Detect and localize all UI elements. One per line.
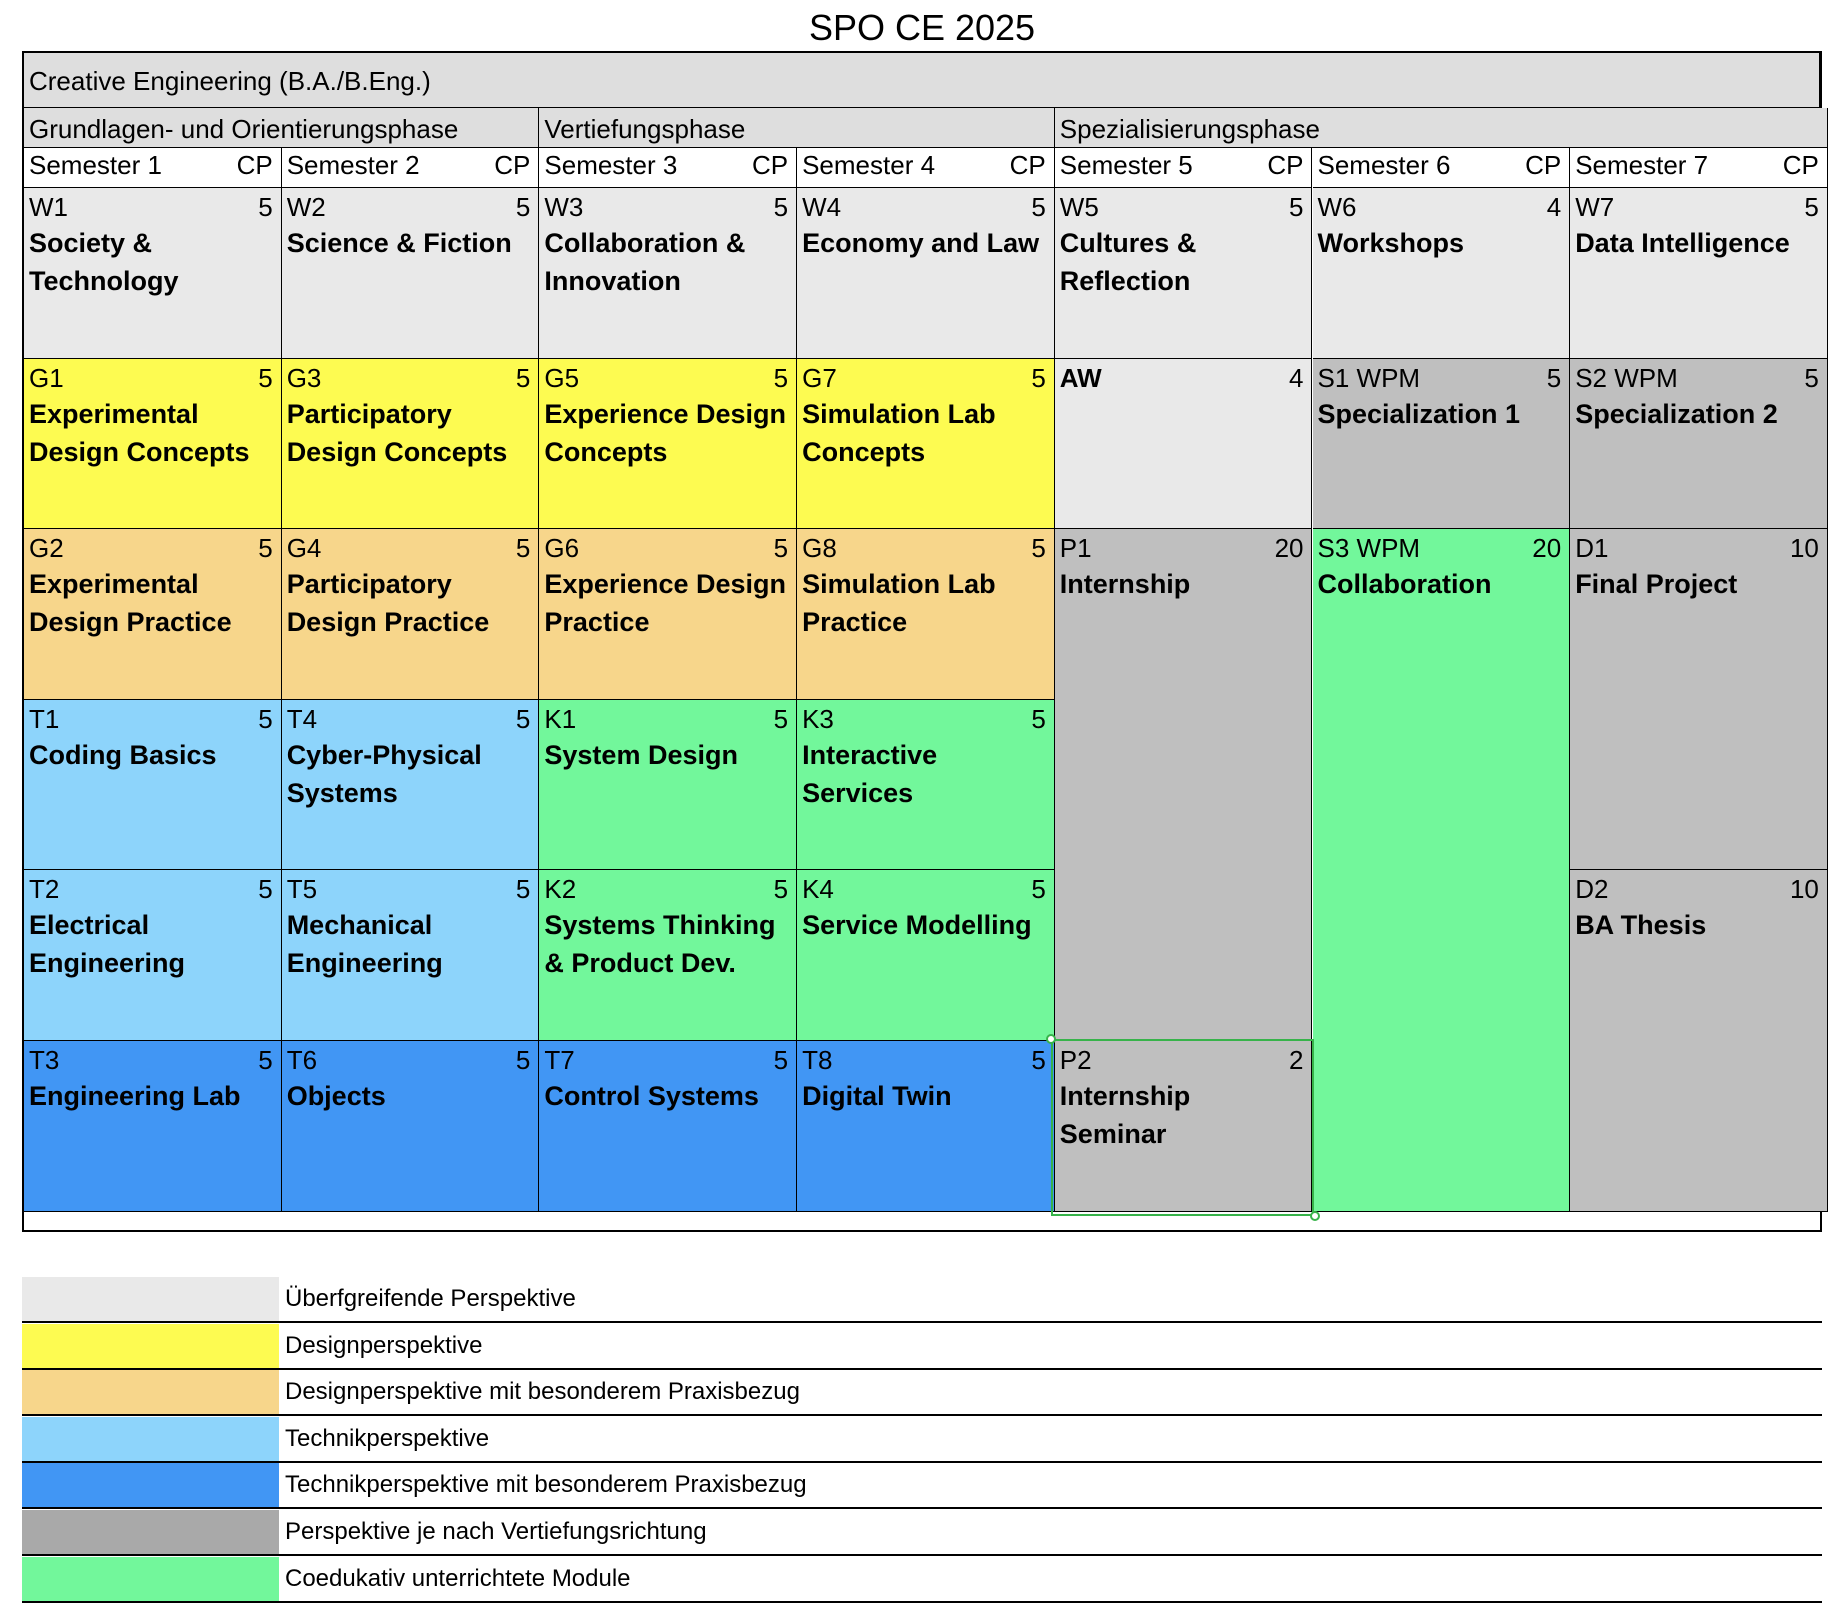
module-header	[1575, 363, 1819, 393]
module-name: Electrical Engineering	[29, 910, 186, 979]
module-header	[287, 533, 531, 563]
semester-label: Semester 4	[802, 150, 936, 180]
module-code: G3	[286, 362, 322, 393]
module-cell-k1[interactable]	[539, 700, 797, 871]
semester-label: Semester 7	[1575, 150, 1709, 180]
module-cp: 5	[773, 1045, 789, 1075]
phase-header: Grundlagen- und Orientierungsphase	[24, 108, 539, 148]
module-code: W5	[1059, 192, 1099, 222]
module-code: S1 WPM	[1317, 362, 1421, 393]
module-code: G4	[286, 533, 322, 564]
module-header	[287, 874, 531, 904]
module-code: S2 WPM	[1575, 362, 1678, 393]
module-name: Control Systems	[544, 1081, 759, 1111]
module-header	[1060, 533, 1304, 563]
module-header	[544, 533, 788, 563]
module-cp: 5	[773, 362, 789, 393]
program-header: Creative Engineering (B.A./B.Eng.)	[24, 53, 1820, 108]
module-cell-d1[interactable]	[1570, 529, 1828, 870]
semester-header	[797, 148, 1055, 188]
module-cp: 5	[258, 362, 273, 393]
module-cp: 5	[515, 362, 531, 393]
module-cell-w6[interactable]	[1313, 188, 1571, 359]
module-cp: 5	[773, 703, 789, 734]
module-code: K3	[802, 703, 834, 734]
module-cp: 5	[515, 1045, 531, 1075]
module-name: Coding Basics	[29, 739, 217, 770]
legend-row	[22, 1557, 1822, 1603]
module-cell-g6[interactable]	[539, 529, 797, 700]
module-header	[802, 533, 1046, 563]
module-header	[287, 1045, 531, 1075]
module-header	[1318, 533, 1562, 563]
module-cp: 20	[1274, 533, 1304, 564]
module-name: Data Intelligence	[1575, 228, 1790, 258]
module-cell-s2-wpm[interactable]	[1570, 359, 1828, 530]
document-title: SPO CE 2025	[808, 7, 1036, 48]
cell-selection-outline[interactable]	[1051, 1039, 1315, 1216]
module-code: D2	[1575, 874, 1609, 905]
semester-label: Semester 3	[544, 150, 678, 180]
module-name: Participatory Design Practice	[286, 569, 490, 638]
module-cell-p1[interactable]	[1055, 529, 1313, 1041]
module-cell-w7[interactable]	[1570, 188, 1828, 359]
semester-header	[539, 148, 797, 188]
legend-row	[22, 1510, 1822, 1556]
module-code: G7	[802, 362, 837, 393]
module-header	[29, 363, 273, 393]
module-code: T6	[286, 1045, 318, 1075]
module-code: W6	[1317, 192, 1357, 222]
module-header	[544, 704, 788, 734]
selection-handle-top-left[interactable]	[1046, 1034, 1056, 1044]
module-code: T3	[29, 1045, 60, 1075]
module-cell-g3[interactable]	[282, 359, 540, 530]
module-header	[544, 363, 788, 393]
module-name: Digital Twin	[802, 1081, 952, 1111]
module-code: T1	[29, 703, 60, 734]
legend-row	[22, 1277, 1822, 1323]
module-name: Experimental Design Practice	[29, 569, 232, 638]
module-header	[1060, 192, 1304, 222]
module-cp: 5	[1031, 703, 1046, 734]
module-header	[1575, 533, 1819, 563]
module-code: G2	[29, 533, 64, 564]
module-name: Systems Thinking & Product Dev.	[544, 910, 776, 979]
legend-swatch	[22, 1557, 279, 1601]
module-cp: 5	[1031, 874, 1046, 905]
legend-label: Designperspektive mit besonderem Praxisbezug	[285, 1378, 800, 1406]
module-header	[29, 874, 273, 904]
module-name: Collaboration & Innovation	[544, 228, 746, 296]
module-cp: 5	[515, 533, 531, 564]
module-code: W3	[544, 192, 584, 222]
legend-row	[22, 1463, 1822, 1509]
module-name: Specialization 2	[1575, 398, 1778, 429]
module-cell-g8[interactable]	[797, 529, 1055, 700]
module-cp: 5	[773, 533, 789, 564]
semester-header	[1313, 148, 1571, 188]
module-name: Interactive Services	[802, 739, 938, 808]
module-name: Cultures & Reflection	[1059, 228, 1197, 296]
module-cell-w4[interactable]	[797, 188, 1055, 359]
module-cell-t8[interactable]	[797, 1041, 1055, 1212]
legend-label: Technikperspektive	[285, 1424, 490, 1452]
module-header	[802, 704, 1046, 734]
module-name: Economy and Law	[802, 228, 1040, 258]
module-code: T2	[29, 874, 60, 905]
selection-handle-bottom-right[interactable]	[1310, 1211, 1320, 1221]
module-code: K4	[802, 874, 834, 905]
module-cp: 4	[1289, 362, 1304, 393]
module-cell-k4[interactable]	[797, 870, 1055, 1041]
module-code: G6	[544, 533, 580, 564]
module-name: System Design	[544, 739, 738, 770]
module-code: K2	[544, 874, 577, 905]
module-header	[29, 533, 273, 563]
module-cp: 5	[1804, 192, 1819, 222]
module-cp: 5	[258, 192, 273, 222]
module-name: Workshops	[1317, 228, 1465, 258]
module-header	[802, 192, 1046, 222]
module-name: Internship Seminar	[1059, 1081, 1191, 1149]
module-cp: 5	[515, 703, 531, 734]
module-cp: 20	[1532, 533, 1562, 564]
module-header	[287, 192, 531, 222]
cp-header: CP	[494, 150, 531, 180]
module-name: Service Modelling	[802, 910, 1032, 941]
legend-label: Coedukativ unterrichtete Module	[285, 1564, 631, 1592]
module-code: T5	[286, 874, 318, 905]
module-cell-g1[interactable]	[24, 359, 282, 530]
legend-swatch	[22, 1417, 279, 1461]
module-header	[1318, 192, 1562, 222]
module-header	[1575, 874, 1819, 904]
module-name: Experience Design Concepts	[544, 398, 786, 467]
module-cell-t4[interactable]	[282, 700, 540, 871]
module-cell-w2[interactable]	[282, 188, 540, 359]
module-header	[802, 363, 1046, 393]
module-header	[544, 192, 788, 222]
module-code: W7	[1575, 192, 1615, 222]
module-code: K1	[544, 703, 577, 734]
module-header	[544, 874, 788, 904]
module-cp: 5	[258, 703, 273, 734]
legend-swatch	[22, 1324, 279, 1368]
module-code: P2	[1059, 1045, 1092, 1075]
module-header	[287, 704, 531, 734]
cp-header: CP	[1009, 150, 1046, 180]
module-code: D1	[1575, 533, 1609, 564]
module-code: T7	[544, 1045, 575, 1075]
module-name: Experience Design Practice	[544, 569, 786, 638]
module-cp: 5	[258, 874, 273, 905]
legend-swatch	[22, 1510, 279, 1554]
module-code: T4	[286, 703, 318, 734]
module-cell-w1[interactable]	[24, 188, 282, 359]
module-cell-aw[interactable]	[1055, 359, 1313, 530]
semester-label: Semester 6	[1317, 150, 1451, 180]
legend-label: Designperspektive	[285, 1331, 483, 1359]
module-code: W1	[29, 192, 68, 222]
module-name: Simulation Lab Concepts	[802, 398, 996, 467]
module-name: Cyber-Physical Systems	[286, 739, 482, 808]
module-name: Science & Fiction	[286, 228, 512, 258]
module-code: P1	[1059, 533, 1092, 564]
phase-header: Spezialisierungsphase	[1055, 108, 1828, 148]
module-cell-k2[interactable]	[539, 870, 797, 1041]
module-cell-s3-wpm[interactable]	[1313, 529, 1571, 1211]
module-cp: 5	[515, 874, 531, 905]
module-cp: 5	[258, 533, 273, 564]
module-cp: 5	[515, 192, 531, 222]
module-header	[29, 704, 273, 734]
module-cell-s1-wpm[interactable]	[1313, 359, 1571, 530]
module-code: S3 WPM	[1317, 533, 1421, 564]
module-code: T8	[802, 1045, 833, 1075]
module-cp: 5	[1546, 362, 1562, 393]
module-cell-g4[interactable]	[282, 529, 540, 700]
curriculum-table	[22, 51, 1822, 1232]
module-name: Collaboration	[1317, 569, 1492, 600]
module-header	[1060, 363, 1304, 393]
module-cp: 5	[258, 1045, 273, 1075]
legend-row	[22, 1417, 1822, 1463]
module-cell-w3[interactable]	[539, 188, 797, 359]
module-code: G5	[544, 362, 580, 393]
module-code: AW	[1059, 362, 1102, 393]
module-name: Simulation Lab Practice	[802, 569, 996, 638]
semester-header	[1570, 148, 1828, 188]
legend-swatch	[22, 1370, 279, 1414]
module-name: Objects	[286, 1081, 386, 1111]
module-cp: 5	[1031, 362, 1046, 393]
semester-label: Semester 5	[1059, 150, 1193, 180]
module-header	[802, 1045, 1046, 1075]
legend-swatch	[22, 1463, 279, 1507]
module-cell-w5[interactable]	[1055, 188, 1313, 359]
legend-label: Technikperspektive mit besonderem Praxisbezug	[285, 1471, 807, 1499]
module-header	[544, 1045, 788, 1075]
module-cp: 5	[1031, 533, 1046, 564]
semester-header	[24, 148, 282, 188]
module-name: Engineering Lab	[29, 1081, 241, 1111]
module-cp: 5	[1031, 192, 1046, 222]
legend-label: Perspektive je nach Vertiefungsrichtung	[285, 1518, 707, 1545]
cp-header: CP	[1782, 150, 1819, 180]
cp-header: CP	[1267, 150, 1304, 180]
legend-row	[22, 1370, 1822, 1416]
cp-header: CP	[236, 150, 273, 180]
cp-header: CP	[751, 150, 789, 180]
module-cp: 10	[1789, 533, 1819, 564]
module-cell-t2[interactable]	[24, 870, 282, 1041]
module-name: Final Project	[1575, 569, 1738, 600]
module-cp: 4	[1546, 192, 1562, 222]
module-name: Mechanical Engineering	[286, 910, 443, 979]
module-code: G8	[802, 533, 837, 564]
module-cp: 5	[1289, 192, 1304, 222]
module-cell-t7[interactable]	[539, 1041, 797, 1212]
module-cell-d2[interactable]	[1570, 870, 1828, 1211]
semester-header	[1055, 148, 1313, 188]
module-header	[29, 1045, 273, 1075]
module-cp: 5	[773, 192, 789, 222]
module-name: Participatory Design Concepts	[286, 398, 508, 467]
module-cp: 10	[1789, 874, 1819, 905]
phase-header: Vertiefungsphase	[539, 108, 1054, 148]
semester-label: Semester 1	[29, 150, 162, 180]
module-cell-t3[interactable]	[24, 1041, 282, 1212]
legend-swatch	[22, 1277, 279, 1321]
module-cell-g5[interactable]	[539, 359, 797, 530]
module-cell-g7[interactable]	[797, 359, 1055, 530]
module-header	[802, 874, 1046, 904]
module-code: W4	[802, 192, 842, 222]
module-header	[1575, 192, 1819, 222]
module-header	[29, 192, 273, 222]
module-cell-t6[interactable]	[282, 1041, 540, 1212]
cp-header: CP	[1525, 150, 1562, 180]
semester-label: Semester 2	[286, 150, 420, 180]
module-header	[1318, 363, 1562, 393]
module-code: G1	[29, 362, 64, 393]
module-header	[287, 363, 531, 393]
module-name: BA Thesis	[1575, 910, 1707, 941]
module-cell-k3[interactable]	[797, 700, 1055, 871]
module-name: Experimental Design Concepts	[29, 398, 250, 467]
legend-row	[22, 1324, 1822, 1370]
legend-label: Überfgreifende Perspektive	[285, 1285, 576, 1312]
module-code: W2	[286, 192, 326, 222]
module-name: Society & Technology	[29, 228, 179, 296]
semester-header	[282, 148, 540, 188]
module-cp: 5	[773, 874, 789, 905]
module-cp: 2	[1289, 1045, 1304, 1075]
module-name: Specialization 1	[1317, 398, 1521, 429]
module-cell-t5[interactable]	[282, 870, 540, 1041]
module-cp: 5	[1804, 362, 1819, 393]
module-name: Internship	[1059, 569, 1191, 600]
module-cp: 5	[1031, 1045, 1046, 1075]
module-cell-t1[interactable]	[24, 700, 282, 871]
module-cell-g2[interactable]	[24, 529, 282, 700]
